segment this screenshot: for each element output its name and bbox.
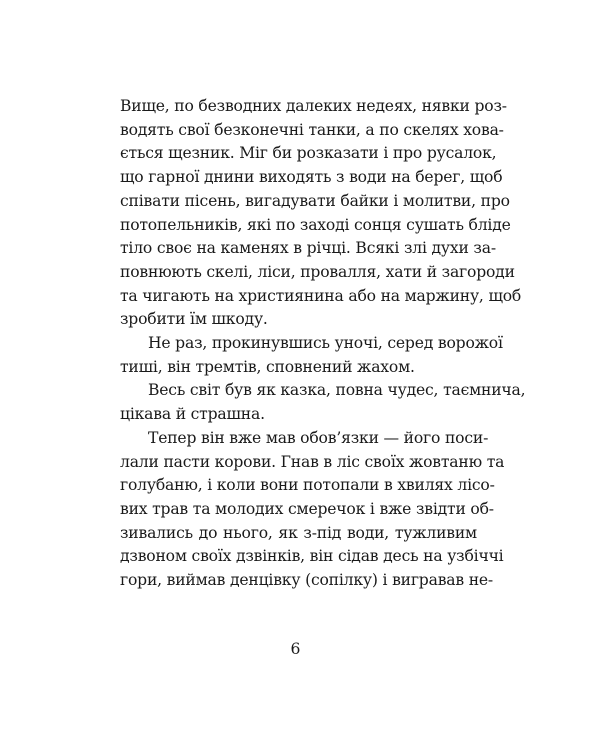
text-line: вих трав та молодих смеречок і вже звідти об-	[120, 499, 494, 518]
text-line: тиші, він тремтів, сповнений жахом.	[120, 357, 415, 376]
text-line: Вище, по безводних далеких недеях, нявки роз-	[120, 97, 507, 115]
text-line: потопельників, які по заході сонця сушать бліде	[120, 215, 511, 234]
text-line: голубаню, і коли вони потопали в хвилях лісо-	[120, 476, 495, 495]
text-line: співати пісень, вигадувати байки і молитви, про	[120, 191, 510, 210]
text-line: дзвоном своїх дзвінків, він сідав десь на узбіччі	[120, 547, 504, 566]
page-number: 6	[290, 640, 301, 658]
text-line: тіло своє на каменях в річці. Всякі злі духи за-	[120, 239, 496, 258]
text-line: гори, виймав денцівку (сопілку) і вигравав не-	[120, 571, 493, 590]
text-line: зробити їм шкоду.	[120, 310, 268, 329]
text-line: повнюють скелі, ліси, провалля, хати й загороди	[120, 262, 515, 281]
text-line: водять свої безконечні танки, а по скелях хова-	[120, 120, 504, 139]
text-line: цікава й страшна.	[120, 405, 265, 424]
text-line: та чигають на християнина або на маржину, щоб	[120, 286, 522, 305]
text-line: зивались до нього, як з-під води, тужливим	[120, 523, 477, 542]
text-line: ється щезник. Міг би розказати і про русалок,	[120, 144, 497, 163]
text-line: що гарної днини виходять з води на берег, щоб	[120, 168, 503, 187]
text-line: лали пасти корови. Гнав в ліс своїх жовтаню та	[120, 452, 505, 471]
text-line: Весь світ був як казка, повна чудес, таємнича,	[148, 381, 526, 400]
body-text	[120, 95, 526, 593]
text-line: Не раз, прокинувшись уночі, серед ворожої	[148, 334, 503, 353]
text-line: Тепер він вже мав обов’язки — його поси-	[148, 428, 489, 447]
